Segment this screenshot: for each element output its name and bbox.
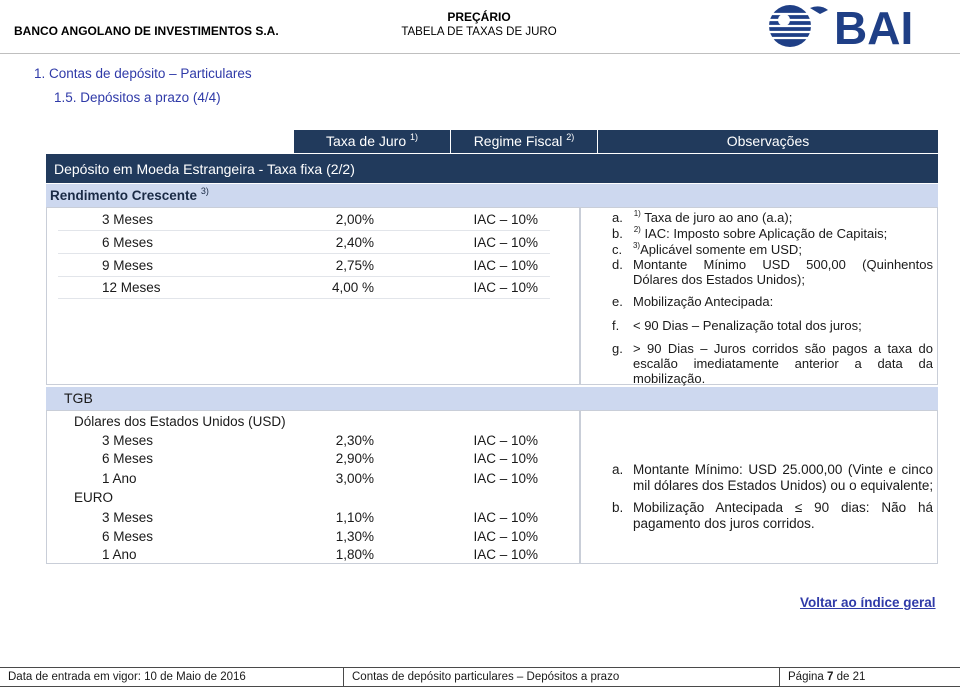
- rate: 2,00%: [335, 212, 374, 227]
- row-divider: [58, 253, 550, 254]
- tgb-note-b-line1: Mobilização Antecipada ≤ 90 dias: Não há: [633, 500, 933, 515]
- note-d-label: d.: [612, 257, 623, 272]
- tgb-title: TGB: [64, 390, 93, 406]
- tgb-note-b-label: b.: [612, 500, 624, 515]
- rate: 2,30%: [335, 433, 374, 448]
- note-e: Mobilização Antecipada:: [633, 294, 774, 309]
- rate: 4,00 %: [331, 280, 374, 295]
- rate: 1,10%: [335, 510, 374, 525]
- col-header-taxa: Taxa de Juro $^{1)}$: [294, 130, 450, 153]
- bai-logo-text: BAI: [834, 2, 914, 52]
- note-a: a. $^{1)}$ Taxa de juro ao ano (a.a);: [612, 209, 793, 225]
- footer: [0, 667, 960, 687]
- tax-regime: IAC – 10%: [473, 471, 538, 486]
- tgb-band: [46, 387, 938, 410]
- term: 3 Meses: [102, 433, 154, 448]
- tax-regime: IAC – 10%: [473, 258, 538, 273]
- rate: 3,00%: [335, 471, 374, 486]
- note-d-line1: Montante Mínimo USD 500,00 (Quinhentos: [633, 257, 933, 272]
- note-g-line3: mobilização.: [633, 371, 706, 386]
- term: 3 Meses: [102, 510, 154, 525]
- rate: 1,30%: [335, 529, 374, 544]
- footer-section: Contas de depósito particulares – Depósitos a prazo: [344, 668, 780, 686]
- note-g-line1: > 90 Dias – Juros corridos são pagos a taxa do: [633, 341, 933, 356]
- tgb-note-b-line2: pagamento dos juros corridos.: [633, 516, 815, 531]
- tax-regime: IAC – 10%: [473, 212, 538, 227]
- footer-page-number: Página 7 de 21: [788, 671, 866, 683]
- col-header-observacoes: Observações: [598, 130, 938, 153]
- note-g-line2: escalão imediatamente anterior a data da: [633, 356, 933, 371]
- bai-logo: [760, 0, 960, 52]
- rate: 2,90%: [335, 451, 374, 466]
- note-f: < 90 Dias – Penalização total dos juros;: [633, 318, 862, 333]
- note-d-line2: Dólares dos Estados Unidos);: [633, 272, 805, 287]
- header-divider: [0, 53, 960, 54]
- note-b: b. $^{2)}$ IAC: Imposto sobre Aplicação de Capitais;: [612, 225, 888, 241]
- rate: 2,40%: [335, 235, 374, 250]
- tgb-note-a-line1: Montante Mínimo: USD 25.000,00 (Vinte e cinco: [633, 462, 933, 477]
- tax-regime: IAC – 10%: [473, 510, 538, 525]
- note-e-label: e.: [612, 294, 623, 309]
- term: 9 Meses: [102, 258, 154, 273]
- term: 6 Meses: [102, 451, 154, 466]
- rate: 1,80%: [335, 547, 374, 562]
- document-subtitle: TABELA DE TAXAS DE JURO: [401, 26, 557, 38]
- term: 6 Meses: [102, 529, 154, 544]
- document-title: PREÇÁRIO: [447, 10, 511, 24]
- note-c: c. $^{3)}$Aplicável somente em USD;: [612, 241, 802, 257]
- product-title: Rendimento Crescente $^{3)}$: [50, 186, 209, 203]
- tax-regime: IAC – 10%: [473, 451, 538, 466]
- row-divider: [58, 230, 550, 231]
- col-header-regime: Regime Fiscal $^{2)}$: [451, 130, 597, 153]
- rate: 2,75%: [335, 258, 374, 273]
- rates-frame: [46, 207, 580, 385]
- term: 12 Meses: [102, 280, 161, 295]
- footer-effective-date: Data de entrada em vigor: 10 de Maio de 2016: [0, 668, 344, 686]
- term: 1 Ano: [102, 471, 137, 486]
- euro-group-head: EURO: [74, 490, 114, 505]
- term: 1 Ano: [102, 547, 137, 562]
- tax-regime: IAC – 10%: [473, 280, 538, 295]
- usd-group-head: Dólares dos Estados Unidos (USD): [74, 414, 286, 429]
- bank-name: BANCO ANGOLANO DE INVESTIMENTOS S.A.: [14, 24, 279, 38]
- tgb-note-a-line2: mil dólares dos Estados Unidos) ou o equivalente;: [633, 478, 934, 493]
- tgb-note-a-label: a.: [612, 462, 624, 477]
- tax-regime: IAC – 10%: [473, 529, 538, 544]
- tax-regime: IAC – 10%: [473, 547, 538, 562]
- note-g-label: g.: [612, 341, 623, 356]
- section-title: 1. Contas de depósito – Particulares: [34, 66, 252, 81]
- term: 3 Meses: [102, 212, 154, 227]
- row-divider: [58, 298, 550, 299]
- term: 6 Meses: [102, 235, 154, 250]
- bai-logo-mark: [768, 5, 828, 47]
- row-divider: [58, 276, 550, 277]
- subsection-title: 1.5. Depósitos a prazo (4/4): [54, 90, 221, 105]
- tax-regime: IAC – 10%: [473, 235, 538, 250]
- deposit-type-title: Depósito em Moeda Estrangeira - Taxa fixa (2/2): [54, 161, 355, 177]
- back-to-index-link[interactable]: Voltar ao índice geral: [800, 595, 936, 610]
- note-f-label: f.: [612, 318, 620, 333]
- tax-regime: IAC – 10%: [473, 433, 538, 448]
